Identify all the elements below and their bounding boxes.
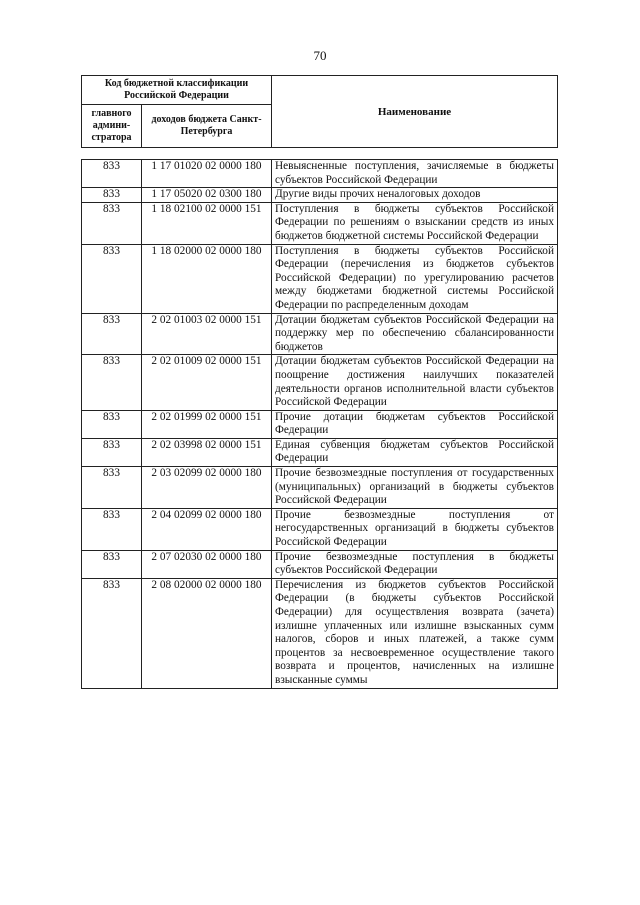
revenue-table bbox=[81, 159, 558, 689]
admin-cell: 833 bbox=[82, 467, 142, 509]
admin-cell: 833 bbox=[82, 355, 142, 410]
admin-cell: 833 bbox=[82, 578, 142, 688]
table-row bbox=[82, 244, 558, 313]
code-cell: 2 03 02099 02 0000 180 bbox=[142, 467, 272, 509]
page-number: 70 bbox=[313, 48, 327, 63]
code-cell: 1 18 02000 02 0000 180 bbox=[142, 244, 272, 313]
header-name: Наименование bbox=[272, 76, 558, 148]
name-cell: Невыясненные поступления, зачисляемые в бюджеты субъектов Российской Федерации bbox=[272, 160, 558, 188]
name-cell: Поступления в бюджеты субъектов Российской Федерации (перечисления из бюджетов субъектов Российской Федерации) по урегулированию расчетов между бюджетами бюджетной системы Российской Федерации по распределенным доходам bbox=[272, 244, 558, 313]
name-cell: Дотации бюджетам субъектов Российской Федерации на поощрение достижения наилучших показателей деятельности органов исполнительной власти субъектов Российской Федерации bbox=[272, 355, 558, 410]
code-cell: 2 02 01009 02 0000 151 bbox=[142, 355, 272, 410]
code-cell: 1 18 02100 02 0000 151 bbox=[142, 202, 272, 244]
admin-cell: 833 bbox=[82, 550, 142, 578]
table-row bbox=[82, 355, 558, 410]
table-header bbox=[81, 75, 558, 148]
code-cell: 1 17 01020 02 0000 180 bbox=[142, 160, 272, 188]
table-row bbox=[82, 188, 558, 203]
name-cell: Перечисления из бюджетов субъектов Российской Федерации (в бюджеты субъектов Российской Федерации) для осуществления возврата (зачета) излишне уплаченных или излишне взысканных сумм налогов, сборов и иных платежей, а также сумм процентов за несвоевременное осуществление такого возврата и процентов, начисленных на излишне взысканные суммы bbox=[272, 578, 558, 688]
header-code: доходов бюджета Санкт-Петербурга bbox=[142, 105, 272, 148]
admin-cell: 833 bbox=[82, 202, 142, 244]
code-cell: 2 02 01999 02 0000 151 bbox=[142, 410, 272, 438]
name-cell: Дотации бюджетам субъектов Российской Федерации на поддержку мер по обеспечению сбалансированности бюджетов bbox=[272, 313, 558, 355]
admin-cell: 833 bbox=[82, 244, 142, 313]
table-row bbox=[82, 202, 558, 244]
name-cell: Прочие безвозмездные поступления от государственных (муниципальных) организаций в бюджеты субъектов Российской Федерации bbox=[272, 467, 558, 509]
table-row bbox=[82, 438, 558, 466]
code-cell: 2 08 02000 02 0000 180 bbox=[142, 578, 272, 688]
admin-cell: 833 bbox=[82, 160, 142, 188]
admin-cell: 833 bbox=[82, 438, 142, 466]
name-cell: Прочие безвозмездные поступления в бюджеты субъектов Российской Федерации bbox=[272, 550, 558, 578]
table-row bbox=[82, 550, 558, 578]
code-cell: 1 17 05020 02 0300 180 bbox=[142, 188, 272, 203]
code-cell: 2 02 03998 02 0000 151 bbox=[142, 438, 272, 466]
table-row bbox=[82, 410, 558, 438]
name-cell: Единая субвенция бюджетам субъектов Российской Федерации bbox=[272, 438, 558, 466]
code-cell: 2 02 01003 02 0000 151 bbox=[142, 313, 272, 355]
name-cell: Прочие безвозмездные поступления от негосударственных организаций в бюджеты субъектов Российской Федерации bbox=[272, 508, 558, 550]
name-cell: Поступления в бюджеты субъектов Российской Федерации по решениям о взыскании средств из иных бюджетов бюджетной системы Российской Федерации bbox=[272, 202, 558, 244]
table-row bbox=[82, 160, 558, 188]
admin-cell: 833 bbox=[82, 410, 142, 438]
code-cell: 2 04 02099 02 0000 180 bbox=[142, 508, 272, 550]
table-row bbox=[82, 467, 558, 509]
admin-cell: 833 bbox=[82, 188, 142, 203]
table-row bbox=[82, 508, 558, 550]
header-group-title: Код бюджетной классификации Российской Федерации bbox=[82, 76, 272, 105]
table-row bbox=[82, 313, 558, 355]
admin-cell: 833 bbox=[82, 313, 142, 355]
admin-cell: 833 bbox=[82, 508, 142, 550]
header-admin: главного админи-стратора bbox=[82, 105, 142, 148]
name-cell: Другие виды прочих неналоговых доходов bbox=[272, 188, 558, 203]
name-cell: Прочие дотации бюджетам субъектов Российской Федерации bbox=[272, 410, 558, 438]
code-cell: 2 07 02030 02 0000 180 bbox=[142, 550, 272, 578]
table-row bbox=[82, 578, 558, 688]
